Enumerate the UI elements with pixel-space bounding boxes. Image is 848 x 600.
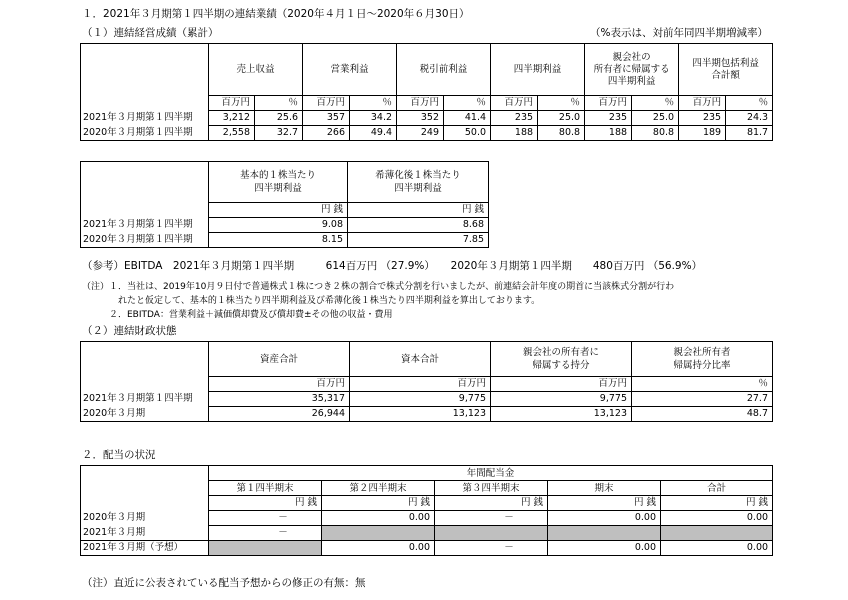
dividend-cell: － xyxy=(209,511,322,526)
financial-unit: 百万円 xyxy=(491,377,632,392)
dividend-unit: 円 銭 xyxy=(322,496,435,511)
dividend-cell-gray xyxy=(548,526,661,541)
results-unit: ％ xyxy=(350,96,397,111)
results-row-label: 2020年３月期第１四半期 xyxy=(81,126,209,141)
results-table xyxy=(80,43,773,141)
dividend-row-label: 2021年３月期 xyxy=(81,526,209,541)
results-cell: 3,212 xyxy=(209,111,255,126)
results-cell: 357 xyxy=(303,111,350,126)
dividend-row-label: 2020年３月期 xyxy=(81,511,209,526)
financial-unit: ％ xyxy=(632,377,773,392)
results-unit: ％ xyxy=(444,96,491,111)
financial-unit: 百万円 xyxy=(350,377,491,392)
dividend-unit: 円 銭 xyxy=(661,496,773,511)
eps-row-label: 2021年３月期第１四半期 xyxy=(81,218,209,233)
dividend-unit: 円 銭 xyxy=(209,496,322,511)
dividend-cell: － xyxy=(435,541,548,556)
dividend-cell: 0.00 xyxy=(661,541,773,556)
results-cell: 352 xyxy=(397,111,444,126)
results-cell: 50.0 xyxy=(444,126,491,141)
eps-cell: 9.08 xyxy=(209,218,348,233)
results-unit: 百万円 xyxy=(679,96,726,111)
financial-header-assets: 資産合計 xyxy=(209,342,350,377)
results-cell: 80.8 xyxy=(538,126,585,141)
results-cell: 25.0 xyxy=(538,111,585,126)
results-unit: ％ xyxy=(255,96,303,111)
dividend-row-label: 2021年３月期（予想） xyxy=(81,541,209,556)
eps-unit-label xyxy=(81,203,209,218)
dividend-table xyxy=(80,465,773,556)
dividend-cell: 0.00 xyxy=(548,511,661,526)
results-cell: 266 xyxy=(303,126,350,141)
final-note: （注）直近に公表されている配当予想からの修正の有無：無 xyxy=(82,577,366,589)
results-cell: 235 xyxy=(679,111,726,126)
financial-cell: 48.7 xyxy=(632,407,773,422)
dividend-unit: 円 銭 xyxy=(548,496,661,511)
eps-header-diluted xyxy=(348,162,489,203)
dividend-corner-2 xyxy=(81,481,209,496)
financial-cell: 13,123 xyxy=(491,407,632,422)
dividend-header-total: 合計 xyxy=(661,481,773,496)
financial-header-equity: 資本合計 xyxy=(350,342,491,377)
results-header-comprehensive xyxy=(679,44,773,96)
dividend-corner xyxy=(81,466,209,481)
eps-header-diluted-text: 希薄化後１株当たり 四半期利益 xyxy=(375,170,461,194)
eps-header-basic-text: 基本的１株当たり 四半期利益 xyxy=(239,170,316,194)
dividend-group-header: 年間配当金 xyxy=(209,466,773,481)
results-cell: 25.6 xyxy=(255,111,303,126)
results-header-operating-profit: 営業利益 xyxy=(303,44,397,96)
results-cell: 81.7 xyxy=(726,126,773,141)
dividend-cell: 0.00 xyxy=(661,511,773,526)
dividend-cell: － xyxy=(435,511,548,526)
dividend-cell-gray xyxy=(322,526,435,541)
eps-cell: 8.68 xyxy=(348,218,489,233)
financial-cell: 13,123 xyxy=(350,407,491,422)
dividend-unit: 円 銭 xyxy=(435,496,548,511)
financial-cell: 26,944 xyxy=(209,407,350,422)
eps-unit: 円 銭 xyxy=(209,203,348,218)
results-header-quarter-profit: 四半期利益 xyxy=(491,44,585,96)
sub1-note: （%表示は、対前年同四半期増減率） xyxy=(590,27,768,39)
dividend-cell: 0.00 xyxy=(548,541,661,556)
eps-unit: 円 銭 xyxy=(348,203,489,218)
results-header-owner-profit xyxy=(585,44,679,96)
note-line-3: ２．EBITDA：営業利益＋減価償却費及び償却費±その他の収益・費用 xyxy=(82,310,393,320)
financial-header-owner-equity xyxy=(491,342,632,377)
section1-title: １．2021年３月期第１四半期の連結業績（2020年４月１日～2020年６月30日） xyxy=(82,8,470,20)
financial-header-owner-equity-text: 親会社の所有者に 帰属する持分 xyxy=(522,347,599,371)
results-cell: 189 xyxy=(679,126,726,141)
financial-table xyxy=(80,341,773,422)
results-unit: 百万円 xyxy=(209,96,255,111)
results-cell: 80.8 xyxy=(632,126,679,141)
results-cell: 235 xyxy=(585,111,632,126)
eps-table xyxy=(80,161,489,248)
eps-header-basic xyxy=(209,162,348,203)
dividend-header-q1: 第１四半期末 xyxy=(209,481,322,496)
results-row-label: 2021年３月期第１四半期 xyxy=(81,111,209,126)
note-line-1: （注）１．当社は、2019年10月９日付で普通株式１株につき２株の割合で株式分割を行いましたが、前連結会計年度の期首に当該株式分割が行わ xyxy=(82,282,675,292)
results-cell: 188 xyxy=(491,126,538,141)
financial-unit-label xyxy=(81,377,209,392)
eps-cell: 8.15 xyxy=(209,233,348,248)
financial-cell: 9,775 xyxy=(350,392,491,407)
dividend-cell: 0.00 xyxy=(322,541,435,556)
dividend-unit-label xyxy=(81,496,209,511)
results-cell: 25.0 xyxy=(632,111,679,126)
sub1-title: （１）連結経営成績（累計） xyxy=(82,27,219,39)
section2-title: ２．配当の状況 xyxy=(82,449,156,461)
financial-header-ratio xyxy=(632,342,773,377)
results-unit: 百万円 xyxy=(491,96,538,111)
results-unit: 百万円 xyxy=(585,96,632,111)
dividend-header-q3: 第３四半期末 xyxy=(435,481,548,496)
results-cell: 41.4 xyxy=(444,111,491,126)
sub2-title: （２）連結財政状態 xyxy=(82,325,177,337)
results-unit: ％ xyxy=(538,96,585,111)
results-unit: 百万円 xyxy=(303,96,350,111)
dividend-cell-gray xyxy=(661,526,773,541)
results-cell: 249 xyxy=(397,126,444,141)
results-cell: 2,558 xyxy=(209,126,255,141)
financial-cell: 27.7 xyxy=(632,392,773,407)
dividend-cell: 0.00 xyxy=(322,511,435,526)
results-unit: ％ xyxy=(632,96,679,111)
financial-cell: 9,775 xyxy=(491,392,632,407)
financial-cell: 35,317 xyxy=(209,392,350,407)
financial-corner xyxy=(81,342,209,377)
results-header-pretax-profit: 税引前利益 xyxy=(397,44,491,96)
financial-unit: 百万円 xyxy=(209,377,350,392)
results-corner xyxy=(81,44,209,96)
dividend-header-year-end: 期末 xyxy=(548,481,661,496)
eps-corner xyxy=(81,162,209,203)
dividend-header-q2: 第２四半期末 xyxy=(322,481,435,496)
financial-header-ratio-text: 親会社所有者 帰属持分比率 xyxy=(673,347,731,371)
results-unit: ％ xyxy=(726,96,773,111)
results-header-owner-profit-text: 親会社の 所有者に帰属する 四半期利益 xyxy=(593,51,670,87)
results-unit-label xyxy=(81,96,209,111)
results-header-comprehensive-text: 四半期包括利益 合計額 xyxy=(692,57,759,81)
note-line-2: れたと仮定して、基本的１株当たり四半期利益及び希薄化後１株当たり四半期利益を算出しております。 xyxy=(82,296,541,306)
ebitda-line: （参考）EBITDA 2021年３月期第１四半期 614百万円 （27.9%） 2020年３月期第１四半期 480百万円 （56.9%） xyxy=(82,260,703,272)
results-cell: 32.7 xyxy=(255,126,303,141)
financial-row-label: 2021年３月期第１四半期 xyxy=(81,392,209,407)
results-header-revenue: 売上収益 xyxy=(209,44,303,96)
results-cell: 34.2 xyxy=(350,111,397,126)
results-cell: 235 xyxy=(491,111,538,126)
dividend-cell: － xyxy=(209,526,322,541)
eps-row-label: 2020年３月期第１四半期 xyxy=(81,233,209,248)
dividend-cell-gray xyxy=(209,541,322,556)
financial-row-label: 2020年３月期 xyxy=(81,407,209,422)
results-cell: 49.4 xyxy=(350,126,397,141)
results-unit: 百万円 xyxy=(397,96,444,111)
results-cell: 24.3 xyxy=(726,111,773,126)
results-cell: 188 xyxy=(585,126,632,141)
dividend-cell-gray xyxy=(435,526,548,541)
eps-cell: 7.85 xyxy=(348,233,489,248)
